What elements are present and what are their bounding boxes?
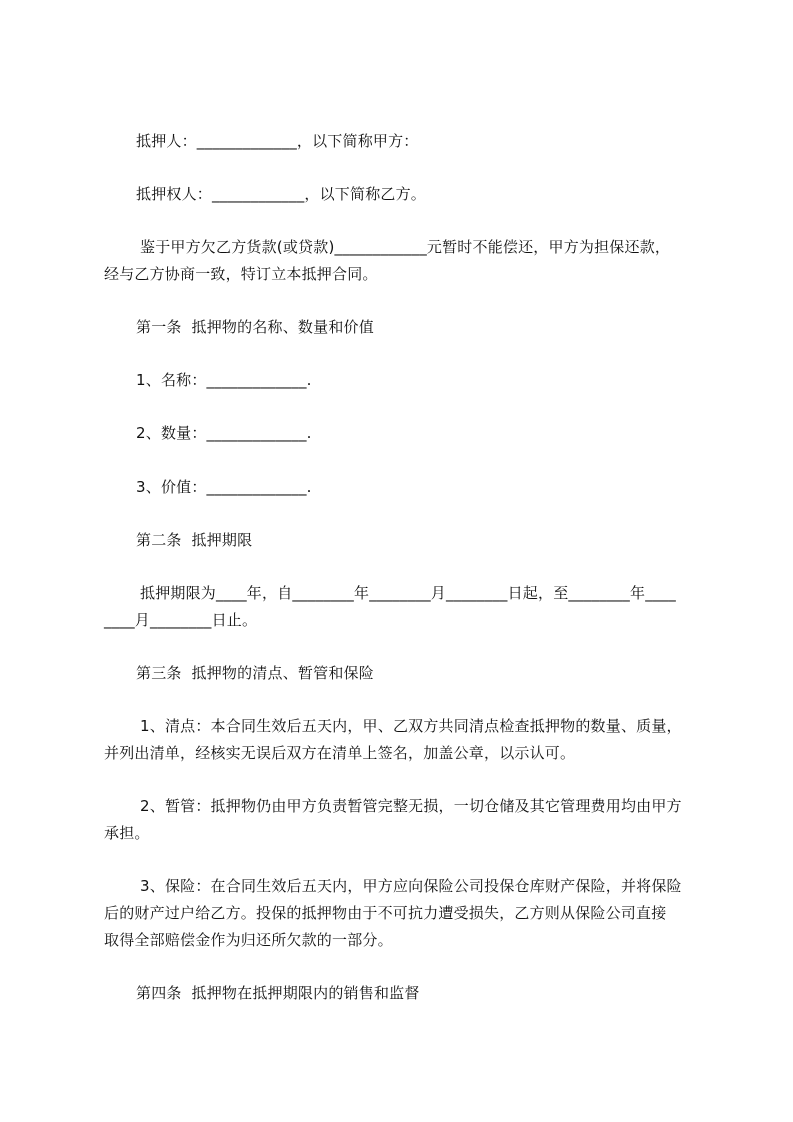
article-1-title: 第一条 抵押物的名称、数量和价值 — [136, 318, 374, 336]
article-3-item-3-line-2: 后的财产过户给乙方。投保的抵押物由于不可抗力遭受损失，乙方则从保险公司直接 — [104, 904, 667, 922]
article-4-title: 第四条 抵押物在抵押期限内的销售和监督 — [136, 984, 420, 1002]
article-3-item-3-line-3: 取得全部赔偿金作为归还所欠款的一部分。 — [104, 931, 393, 949]
article-3-item-3-line-1: 3、保险：在合同生效后五天内，甲方应向保险公司投保仓库财产保险，并将保险 — [140, 877, 682, 895]
article-3-item-2-line-2: 承担。 — [104, 824, 150, 842]
article-2-title: 第二条 抵押期限 — [136, 531, 253, 549]
article-2-line-2: ____月________日止。 — [104, 611, 258, 629]
preamble-line-1: 鉴于甲方欠乙方货款(或贷款)____________元暂时不能偿还，甲方为担保还款， — [140, 238, 671, 256]
article-3-item-2-line-1: 2、暂管：抵押物仍由甲方负责暂管完整无损，一切仓储及其它管理费用均由甲方 — [140, 797, 682, 815]
article-1-item-value: 3、价值：_____________. — [136, 478, 312, 496]
article-1-item-quantity: 2、数量：_____________. — [136, 424, 312, 442]
mortgagee-line: 抵押权人：____________，以下简称乙方。 — [136, 185, 427, 203]
article-3-item-1-line-2: 并列出清单，经核实无误后双方在清单上签名，加盖公章，以示认可。 — [104, 744, 576, 762]
article-1-item-name: 1、名称：_____________. — [136, 371, 312, 389]
article-3-title: 第三条 抵押物的清点、暂管和保险 — [136, 664, 374, 682]
mortgagor-line: 抵押人：_____________，以下简称甲方： — [136, 132, 419, 150]
article-3-item-1-line-1: 1、清点：本合同生效后五天内，甲、乙双方共同清点检查抵押物的数量、质量， — [140, 717, 682, 735]
article-2-line-1: 抵押期限为____年，自________年________月________日起，至________年____ — [140, 584, 677, 602]
preamble-line-2: 经与乙方协商一致，特订立本抵押合同。 — [104, 265, 378, 283]
